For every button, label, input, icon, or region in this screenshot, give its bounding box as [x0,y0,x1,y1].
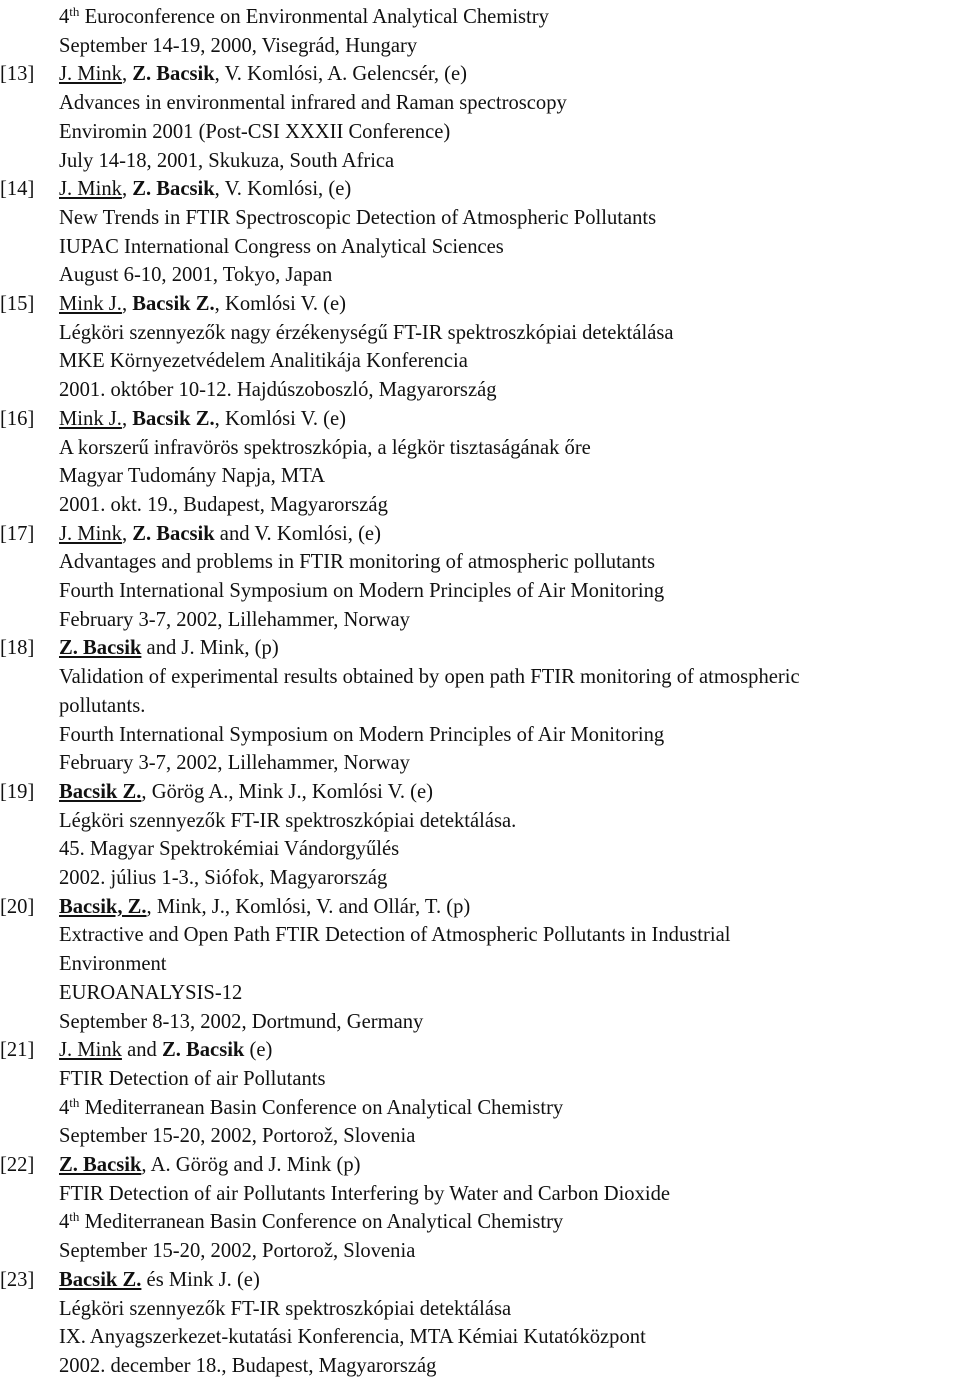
reference-text [59,893,470,921]
reference-text [59,1352,436,1380]
reference-text [59,60,467,88]
text-segment: 2001. okt. 19., Budapest, Magyarország [59,493,388,516]
text-segment: Enviromin 2001 (Post-CSI XXXII Conference) [59,120,451,143]
text-segment: , [121,407,133,430]
text-segment: IX. Anyagszerkezet-kutatási Konferencia, MTA Kémiai Kutatóközpont [59,1326,646,1349]
text-segment: February 3-7, 2002, Lillehammer, Norway [59,752,410,775]
text-segment: Légköri szennyezők nagy érzékenységű FT-IR spektroszkópiai detektálása [59,321,674,344]
text-segment: , [121,63,133,86]
text-segment: , [121,178,133,201]
reference-text [59,347,468,375]
text-segment: September 15-20, 2002, Portorož, Slovenia [59,1125,416,1148]
text-segment: , Komlósi V. (e) [214,407,347,430]
text-segment: 2002. július 1-3., Siófok, Magyarország [59,867,388,889]
text-segment: Bacsik Z. [132,407,215,430]
text-segment: and V. Komlósi, (e) [214,522,381,545]
reference-text [59,807,516,835]
reference-number: [14] [0,178,35,201]
text-segment: és Mink J. (e) [141,1268,260,1291]
reference-text [59,721,664,749]
text-segment: IUPAC International Congress on Analytical Sciences [59,235,504,258]
reference-text [59,1151,361,1179]
reference-text [59,950,167,978]
reference-text [59,921,730,949]
reference-text [59,520,381,548]
text-segment: , [121,293,133,315]
text-segment: New Trends in FTIR Spectroscopic Detection of Atmospheric Pollutants [59,206,657,229]
text-segment: , Komlósi V. (e) [214,293,347,315]
author-name: J. Mink [59,1039,122,1062]
reference-text [59,778,433,806]
text-segment: 4 [59,6,70,28]
reference-text [59,1237,415,1265]
reference-text [59,290,346,318]
reference-text [59,663,800,691]
author-name: Bacsik Z. [59,780,142,803]
author-name: Bacsik, Z. [59,895,147,918]
reference-text [59,634,279,662]
text-segment: Extractive and Open Path FTIR Detection of Atmospheric Pollutants in Industrial [59,924,731,947]
text-segment: Magyar Tudomány Napja, MTA [59,465,326,488]
reference-text [59,606,410,634]
text-segment: July 14-18, 2001, Skukuza, South Africa [59,149,395,172]
reference-text [59,261,332,289]
author-name: Mink J. [59,407,122,430]
reference-text [59,405,346,433]
author-name: J. Mink [59,63,122,86]
reference-number: [23] [0,1268,35,1291]
text-segment: 45. Magyar Spektrokémiai Vándorgyűlés [59,838,400,861]
text-segment: , A. Görög and J. Mink (p) [141,1154,361,1176]
author-name: Bacsik Z. [59,1268,142,1291]
text-segment: Advances in environmental infrared and Raman spectroscopy [59,92,567,115]
reference-text [59,204,656,232]
author-name: J. Mink [59,178,122,201]
reference-text [59,32,417,60]
reference-text [59,1266,260,1294]
reference-number: [21] [0,1039,35,1062]
text-segment: February 3-7, 2002, Lillehammer, Norway [59,608,410,631]
author-name: Mink J. [59,293,122,315]
reference-text [59,1008,423,1036]
text-segment: Z. Bacsik [132,522,215,545]
text-segment: Environment [59,953,167,976]
text-segment: 2001. október 10-12. Hajdúszoboszló, Magyarország [59,379,497,402]
text-segment: 4 [59,1211,70,1234]
reference-text [59,1094,563,1122]
reference-text [59,376,497,404]
text-segment: 2002. december 18., Budapest, Magyarország [59,1354,437,1377]
reference-number: [19] [0,780,35,803]
text-segment: Z. Bacsik [132,178,215,201]
reference-text [59,462,325,490]
reference-text [59,835,399,863]
text-segment: EUROANALYSIS-12 [59,981,243,1004]
text-segment: , Mink, J., Komlósi, V. and Ollár, T. (p) [146,895,471,918]
text-segment: Z. Bacsik [161,1039,245,1062]
reference-text [59,749,410,777]
text-segment: Légköri szennyezők FT-IR spektroszkópiai detektálása [59,1297,512,1320]
reference-text [59,3,549,31]
reference-number: [20] [0,895,35,918]
text-segment: Légköri szennyezők FT-IR spektroszkópiai detektálása. [59,809,517,832]
text-segment: Mediterranean Basin Conference on Analytical Chemistry [79,1211,564,1234]
reference-text [59,1036,272,1064]
reference-text [59,89,567,117]
text-segment: , V. Komlósi, A. Gelencsér, (e) [214,63,468,86]
reference-text [59,577,664,605]
reference-text [59,233,504,261]
text-segment: September 15-20, 2002, Portorož, Slovenia [59,1240,416,1263]
text-segment: and J. Mink, (p) [141,637,279,660]
text-segment: Fourth International Symposium on Modern Principles of Air Monitoring [59,580,665,602]
reference-number: [16] [0,407,35,430]
reference-text [59,1122,415,1150]
text-segment: FTIR Detection of air Pollutants [59,1067,326,1090]
reference-text [59,548,655,576]
reference-text [59,491,388,519]
reference-text [59,434,591,462]
reference-text [59,1295,511,1323]
reference-text [59,1208,563,1236]
reference-text [59,1323,646,1351]
text-segment: Euroconference on Environmental Analytical Chemistry [79,6,549,28]
text-segment: (e) [244,1039,273,1062]
text-segment: Advantages and problems in FTIR monitoring of atmospheric pollutants [59,551,655,574]
text-segment: FTIR Detection of air Pollutants Interfering by Water and Carbon Dioxide [59,1182,671,1205]
text-segment: Mediterranean Basin Conference on Analytical Chemistry [79,1096,564,1119]
text-segment: 4 [59,1096,70,1119]
ordinal-suffix: th [69,1209,80,1225]
text-segment: September 14-19, 2000, Visegrád, Hungary [59,34,418,57]
reference-text [59,979,242,1007]
reference-text [59,692,145,720]
author-name: Z. Bacsik [59,1154,142,1176]
text-segment: pollutants. [59,694,146,717]
reference-number: [15] [0,293,35,315]
reference-number: [22] [0,1154,35,1176]
reference-text [59,147,394,175]
text-segment: Fourth International Symposium on Modern Principles of Air Monitoring [59,723,665,746]
text-segment: and [121,1039,162,1062]
text-segment: MKE Környezetvédelem Analitikája Konferencia [59,350,468,373]
text-segment: Bacsik Z. [132,293,215,315]
reference-text [59,864,387,892]
reference-number: [17] [0,522,35,545]
text-segment: August 6-10, 2001, Tokyo, Japan [59,264,333,287]
reference-text [59,1180,670,1208]
text-segment: Validation of experimental results obtained by open path FTIR monitoring of atmospheric [59,666,800,689]
author-name: J. Mink [59,522,122,545]
reference-text [59,118,450,146]
text-segment: , V. Komlósi, (e) [214,178,352,201]
reference-number: [13] [0,63,35,86]
reference-text [59,319,674,347]
reference-number: [18] [0,637,35,660]
text-segment: , Görög A., Mink J., Komlósi V. (e) [141,780,433,803]
text-segment: September 8-13, 2002, Dortmund, Germany [59,1010,424,1033]
text-segment: A korszerű infravörös spektroszkópia, a légkör tisztaságának őre [59,436,591,459]
text-segment: , [121,522,133,545]
reference-text [59,175,351,203]
reference-text [59,1065,326,1093]
text-segment: Z. Bacsik [132,63,215,86]
ordinal-suffix: th [69,4,80,19]
ordinal-suffix: th [69,1094,80,1110]
author-name: Z. Bacsik [59,637,142,660]
